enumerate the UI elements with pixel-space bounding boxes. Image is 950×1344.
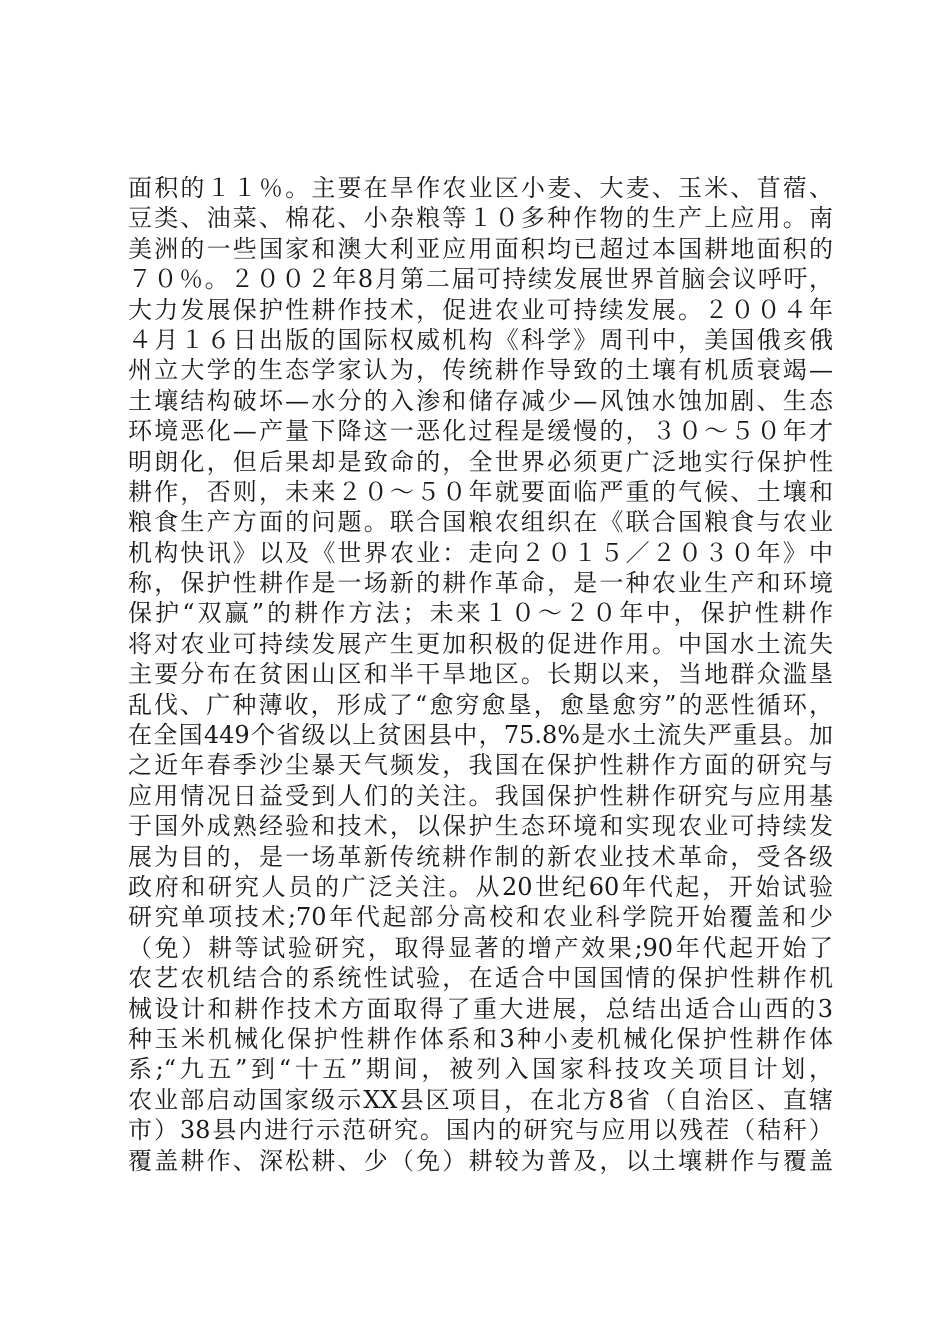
- text-line: 大力发展保护性耕作技术，促进农业可持续发展。２００４年: [128, 295, 833, 324]
- text-line: 主要分布在贫困山区和半干旱地区。长期以来，当地群众滥垦: [128, 660, 833, 689]
- text-line: 展为目的，是一场革新传统耕作制的新农业技术革命，受各级: [128, 842, 833, 871]
- text-line: 在全国449个省级以上贫困县中，75.8%是水土流失严重县。加: [128, 721, 833, 750]
- text-line: 环境恶化—产量下降这一恶化过程是缓慢的，３０～５０年才: [128, 417, 833, 446]
- text-line: 农业部启动国家级示XX县区项目，在北方8省（自治区、直辖: [128, 1085, 833, 1114]
- text-line: （免）耕等试验研究，取得显著的增产效果;90年代起开始了: [128, 933, 833, 962]
- text-line: 之近年春季沙尘暴天气频发，我国在保护性耕作方面的研究与: [128, 751, 833, 780]
- text-line: 覆盖耕作、深松耕、少（免）耕较为普及，以土壤耕作与覆盖: [128, 1146, 833, 1175]
- text-line: 面积的１１％。主要在旱作农业区小麦、大麦、玉米、苜蓿、: [128, 174, 833, 202]
- text-line: ７０％。２００２年8月第二届可持续发展世界首脑会议呼吁，: [128, 265, 833, 294]
- text-line: 明朗化，但后果却是致命的，全世界必须更广泛地实行保护性: [128, 447, 833, 476]
- text-line: 保护“双赢”的耕作方法；未来１０～２０年中，保护性耕作: [128, 599, 833, 628]
- text-line: 土壤结构破坏—水分的入渗和储存减少—风蚀水蚀加剧、生态: [128, 386, 833, 415]
- text-line: 应用情况日益受到人们的关注。我国保护性耕作研究与应用基: [128, 781, 833, 810]
- text-line: 种玉米机械化保护性耕作体系和3种小麦机械化保护性耕作体: [128, 1024, 833, 1053]
- body-text: [128, 173, 833, 1176]
- text-line: 乱伐、广种薄收，形成了“愈穷愈垦，愈垦愈穷”的恶性循环，: [128, 690, 833, 719]
- text-line: 称，保护性耕作是一场新的耕作革命，是一种农业生产和环境: [128, 569, 833, 598]
- text-line: 政府和研究人员的广泛关注。从20世纪60年代起，开始试验: [128, 872, 833, 901]
- text-line: ４月１６日出版的国际权威机构《科学》周刊中，美国俄亥俄: [128, 325, 833, 354]
- text-line: 豆类、油菜、棉花、小杂粮等１０多种作物的生产上应用。南: [128, 204, 833, 233]
- text-line: 研究单项技术;70年代起部分高校和农业科学院开始覆盖和少: [128, 903, 833, 932]
- text-line: 市）38县内进行示范研究。国内的研究与应用以残茬（秸秆）: [128, 1116, 833, 1145]
- text-line: 耕作，否则，未来２０～５０年就要面临严重的气候、土壤和: [128, 477, 833, 506]
- text-line: 粮食生产方面的问题。联合国粮农组织在《联合国粮食与农业: [128, 508, 833, 537]
- text-line: 州立大学的生态学家认为，传统耕作导致的土壤有机质衰竭—: [128, 356, 833, 385]
- text-line: 系;“九五”到“十五”期间，被列入国家科技攻关项目计划，: [128, 1055, 833, 1084]
- text-line: 美洲的一些国家和澳大利亚应用面积均已超过本国耕地面积的: [128, 234, 833, 263]
- text-line: 械设计和耕作技术方面取得了重大进展，总结出适合山西的3: [128, 994, 833, 1023]
- text-line: 将对农业可持续发展产生更加积极的促进作用。中国水土流失: [128, 629, 833, 658]
- text-line: 于国外成熟经验和技术，以保护生态环境和实现农业可持续发: [128, 812, 833, 841]
- text-line: 机构快讯》以及《世界农业：走向２０１５／２０３０年》中: [128, 538, 833, 567]
- text-line: 农艺农机结合的系统性试验，在适合中国国情的保护性耕作机: [128, 964, 833, 993]
